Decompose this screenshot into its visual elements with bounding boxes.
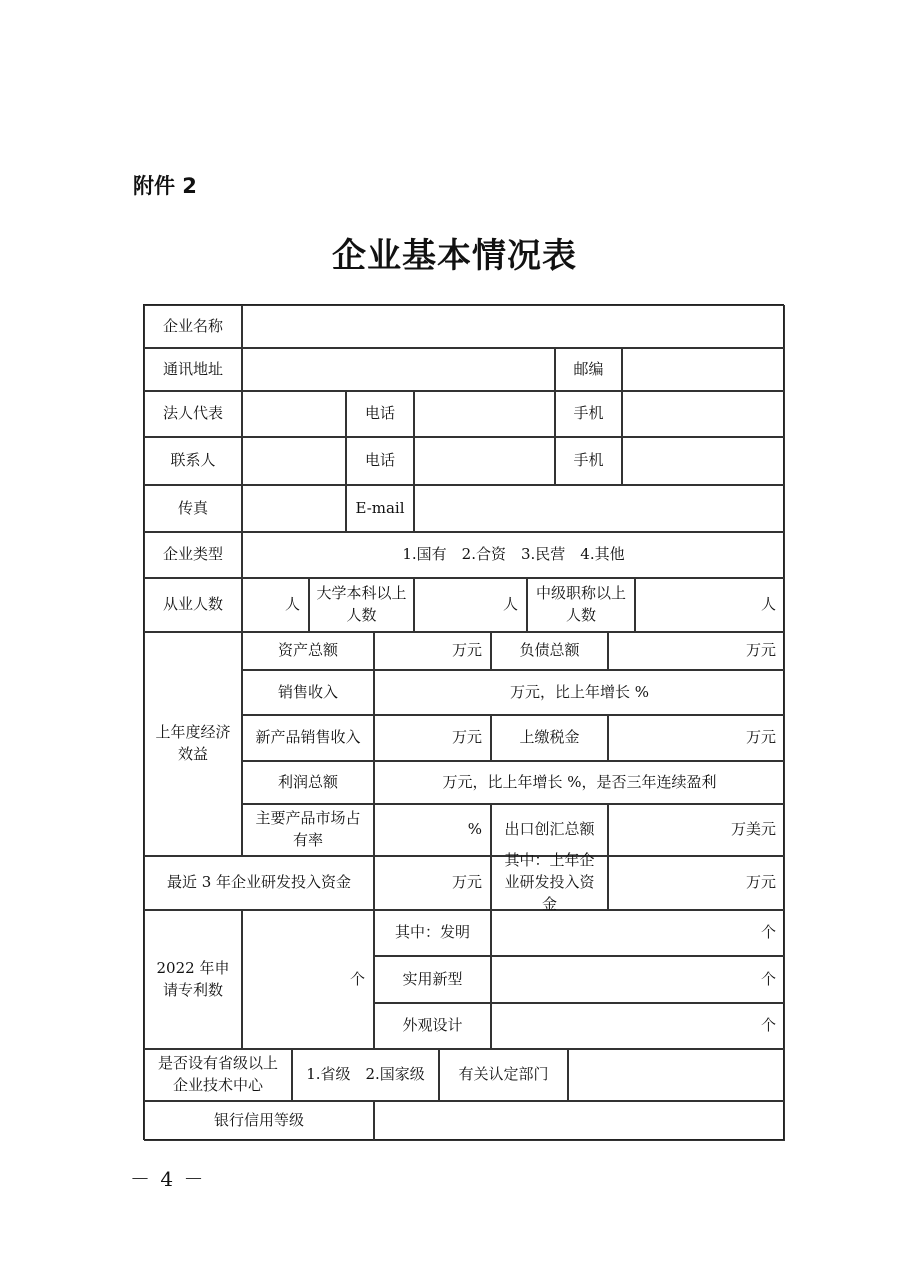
label-legal-rep: 法人代表 <box>144 391 242 437</box>
field-contact[interactable] <box>242 437 346 485</box>
field-rd-3yr[interactable]: 万元 <box>374 856 491 910</box>
field-legal-rep[interactable] <box>242 391 346 437</box>
field-market-share[interactable]: % <box>374 804 491 856</box>
label-tech-center: 是否设有省级以上企业技术中心 <box>144 1049 292 1101</box>
field-email[interactable] <box>414 485 785 532</box>
label-contact-mobile: 手机 <box>555 437 622 485</box>
field-rd-last-year[interactable]: 万元 <box>608 856 785 910</box>
field-export-earnings[interactable]: 万美元 <box>608 804 785 856</box>
label-address: 通讯地址 <box>144 348 242 391</box>
field-legal-rep-mobile[interactable] <box>622 391 785 437</box>
label-company-type: 企业类型 <box>144 532 242 578</box>
field-employees[interactable]: 人 <box>242 578 309 632</box>
field-address[interactable] <box>242 348 555 391</box>
label-rd-3yr: 最近 3 年企业研发投入资金 <box>144 856 374 910</box>
label-rd-last-year: 其中：上年企业研发投入资金 <box>491 856 608 910</box>
field-contact-phone[interactable] <box>414 437 555 485</box>
label-legal-rep-phone: 电话 <box>346 391 414 437</box>
field-bachelor-above[interactable]: 人 <box>414 578 527 632</box>
label-email: E-mail <box>346 485 414 532</box>
field-patent-total[interactable]: 个 <box>242 910 374 1049</box>
form-title: 企业基本情况表 <box>332 236 577 276</box>
field-postcode[interactable] <box>622 348 785 391</box>
label-tax-paid: 上缴税金 <box>491 715 608 761</box>
label-total-assets: 资产总额 <box>242 632 374 670</box>
label-export-earnings: 出口创汇总额 <box>491 804 608 856</box>
label-new-product-sales: 新产品销售收入 <box>242 715 374 761</box>
field-fax[interactable] <box>242 485 346 532</box>
company-info-form <box>143 304 784 1140</box>
label-legal-rep-mobile: 手机 <box>555 391 622 437</box>
field-utility-model[interactable]: 个 <box>491 956 785 1003</box>
label-bank-credit: 银行信用等级 <box>144 1101 374 1141</box>
label-bachelor-above: 大学本科以上人数 <box>309 578 414 632</box>
field-bank-credit[interactable] <box>374 1101 785 1141</box>
label-total-liabilities: 负债总额 <box>491 632 608 670</box>
label-sales-revenue: 销售收入 <box>242 670 374 715</box>
label-utility-model: 实用新型 <box>374 956 491 1003</box>
field-company-name[interactable] <box>242 305 785 348</box>
attachment-label: 附件 2 <box>133 174 197 198</box>
label-market-share: 主要产品市场占有率 <box>242 804 374 856</box>
label-patent-apply: 2022 年申请专利数 <box>144 910 242 1049</box>
field-tech-center-level[interactable]: 1.省级 2.国家级 <box>292 1049 439 1101</box>
field-design[interactable]: 个 <box>491 1003 785 1049</box>
field-total-assets[interactable]: 万元 <box>374 632 491 670</box>
field-company-type[interactable]: 1.国有 2.合资 3.民营 4.其他 <box>242 532 785 578</box>
label-cert-dept: 有关认定部门 <box>439 1049 568 1101</box>
label-postcode: 邮编 <box>555 348 622 391</box>
label-fax: 传真 <box>144 485 242 532</box>
label-mid-title-above: 中级职称以上人数 <box>527 578 635 632</box>
label-economic-benefit: 上年度经济效益 <box>144 632 242 856</box>
field-sales-revenue[interactable]: 万元，比上年增长 % <box>374 670 785 715</box>
field-total-profit[interactable]: 万元，比上年增长 %，是否三年连续盈利 <box>374 761 785 804</box>
label-contact: 联系人 <box>144 437 242 485</box>
field-cert-dept[interactable] <box>568 1049 785 1101</box>
field-total-liabilities[interactable]: 万元 <box>608 632 785 670</box>
field-invention[interactable]: 个 <box>491 910 785 956</box>
field-legal-rep-phone[interactable] <box>414 391 555 437</box>
label-design: 外观设计 <box>374 1003 491 1049</box>
field-mid-title-above[interactable]: 人 <box>635 578 785 632</box>
label-employees: 从业人数 <box>144 578 242 632</box>
label-company-name: 企业名称 <box>144 305 242 348</box>
label-contact-phone: 电话 <box>346 437 414 485</box>
field-new-product-sales[interactable]: 万元 <box>374 715 491 761</box>
field-contact-mobile[interactable] <box>622 437 785 485</box>
page-number: － 4 － <box>130 1167 206 1191</box>
label-invention: 其中：发明 <box>374 910 491 956</box>
field-tax-paid[interactable]: 万元 <box>608 715 785 761</box>
label-total-profit: 利润总额 <box>242 761 374 804</box>
